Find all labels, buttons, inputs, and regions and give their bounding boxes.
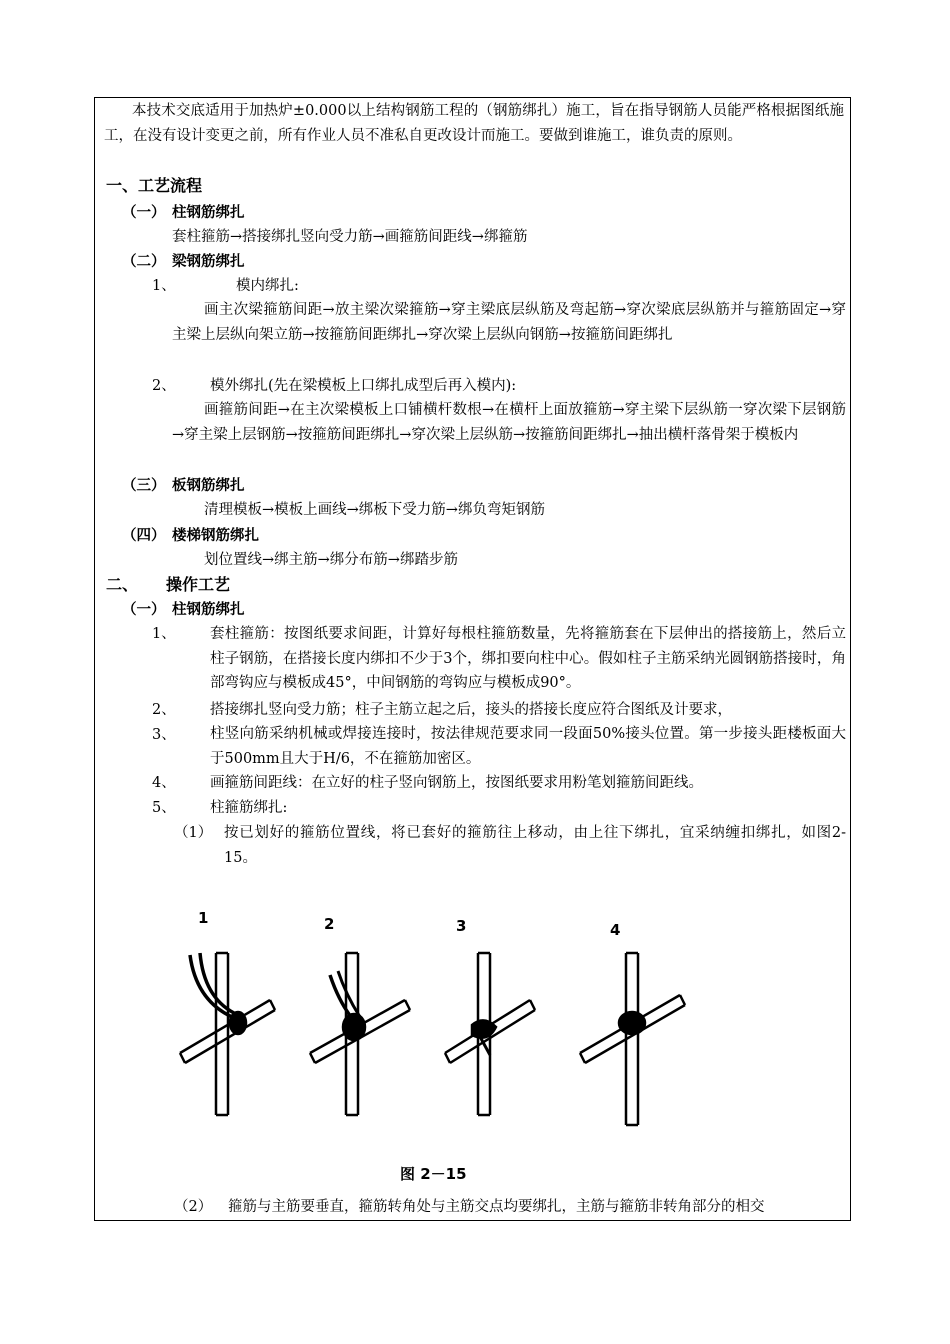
figure-label-3: 3 — [456, 917, 467, 935]
s1-3-title: 板钢筋绑扎 — [172, 478, 245, 494]
s2-sub2-text: 箍筋与主筋要垂直，箍筋转角处与主筋交点均要绑扎，主筋与箍筋非转角部分的相交 — [228, 1199, 765, 1215]
s2-item4-num: 4、 — [152, 775, 176, 791]
s2-sub1-num: （1） — [174, 825, 213, 841]
s2-1-title: 柱钢筋绑扎 — [172, 602, 245, 618]
s1-4-num: （四） — [122, 528, 166, 544]
s2-item5-num: 5、 — [152, 800, 176, 816]
s1-1-title: 柱钢筋绑扎 — [172, 205, 245, 221]
s1-4-title: 楼梯钢筋绑扎 — [172, 528, 259, 544]
figure-caption: 图 2－15 — [400, 1165, 467, 1183]
s2-item5-text: 柱箍筋绑扎: — [210, 800, 288, 816]
tie-stage-2 — [310, 953, 410, 1115]
section-2-num: 二、 — [106, 575, 139, 594]
s1-4-flow: 划位置线→绑主筋→绑分布筋→绑踏步筋 — [204, 552, 458, 568]
s1-2-title: 梁钢筋绑扎 — [172, 254, 245, 270]
s1-3-num: （三） — [122, 478, 166, 494]
s2-sub2-num: （2） — [174, 1199, 213, 1215]
s2-item1-text: 套柱箍筋：按图纸要求间距，计算好每根柱箍筋数量，先将箍筋套在下层伸出的搭接筋上，然后立柱子钢筋，在搭接长度内绑扣不少于3个，绑扣要向柱中心。假如柱子主筋采纳光圆钢筋搭接时，角部弯钩应与模板成45°，中间钢筋的弯钩应与模板成90°。 — [210, 626, 846, 691]
s2-item1-num: 1、 — [152, 626, 176, 642]
s2-item3-text: 柱竖向筋采纳机械或焊接连接时，按法律规范要求同一段面50%接头位置。第一步接头距楼板面大于500mm且大于H/6，不在箍筋加密区。 — [210, 726, 846, 767]
s2-1-num: （一） — [122, 602, 166, 618]
s1-2-num: （二） — [122, 254, 166, 270]
intro-paragraph: 本技术交底适用于加热炉±0.000以上结构钢筋工程的（钢筋绑扎）施工，旨在指导钢筋人员能严格根据图纸施工，在没有设计变更之前，所有作业人员不准私自更改设计而施工。要做到谁施工，谁负责的原则。 — [104, 103, 844, 144]
s1-2-item1-text: 画主次梁箍筋间距→放主梁次梁箍筋→穿主梁底层纵筋及弯起筋→穿次梁底层纵筋并与箍筋固定→穿主梁上层纵向架立筋→按箍筋间距绑扎→穿次梁上层纵向钢筋→按箍筋间距绑扎 — [172, 302, 846, 343]
tie-stage-3 — [445, 953, 535, 1115]
section-1-title: 一、工艺流程 — [106, 176, 203, 195]
s2-item2-num: 2、 — [152, 702, 176, 718]
s1-2-item2-text: 画箍筋间距→在主次梁模板上口铺横杆数根→在横杆上面放箍筋→穿主梁下层纵筋一穿次梁下层钢筋→穿主梁上层钢筋→按箍筋间距绑扎→穿次梁上层纵筋→按箍筋间距绑扎→抽出横杆落骨架于模板内 — [172, 402, 846, 443]
s2-item4-text: 画箍筋间距线：在立好的柱子竖向钢筋上，按图纸要求用粉笔划箍筋间距线。 — [210, 775, 703, 791]
figure-tie-diagram — [160, 905, 700, 1150]
s2-sub1-text: 按已划好的箍筋位置线，将已套好的箍筋往上移动，由上往下绑扎，宜采纳缠扣绑扎，如图2-15。 — [224, 825, 846, 866]
s2-item3-num: 3、 — [152, 727, 176, 743]
s1-2-item2-title: 模外绑扎(先在梁模板上口绑扎成型后再入模内): — [210, 378, 517, 394]
s1-3-flow: 清理模板→模板上画线→绑板下受力筋→绑负弯矩钢筋 — [204, 502, 545, 518]
figure-label-4: 4 — [610, 921, 621, 939]
figure-label-1: 1 — [198, 909, 209, 927]
s1-2-item1-title: 模内绑扎: — [236, 278, 299, 294]
tie-stage-1 — [180, 953, 275, 1115]
s1-1-num: （一） — [122, 205, 166, 221]
section-2-title: 操作工艺 — [166, 575, 231, 594]
tie-stage-4 — [580, 953, 685, 1125]
s1-2-item2-num: 2、 — [152, 378, 176, 394]
s1-1-flow: 套柱箍筋→搭接绑扎竖向受力筋→画箍筋间距线→绑箍筋 — [172, 229, 528, 245]
figure-label-2: 2 — [324, 915, 335, 933]
s1-2-item1-num: 1、 — [152, 278, 176, 294]
s2-item2-text: 搭接绑扎竖向受力筋；柱子主筋立起之后，接头的搭接长度应符合图纸及计要求， — [210, 702, 732, 718]
